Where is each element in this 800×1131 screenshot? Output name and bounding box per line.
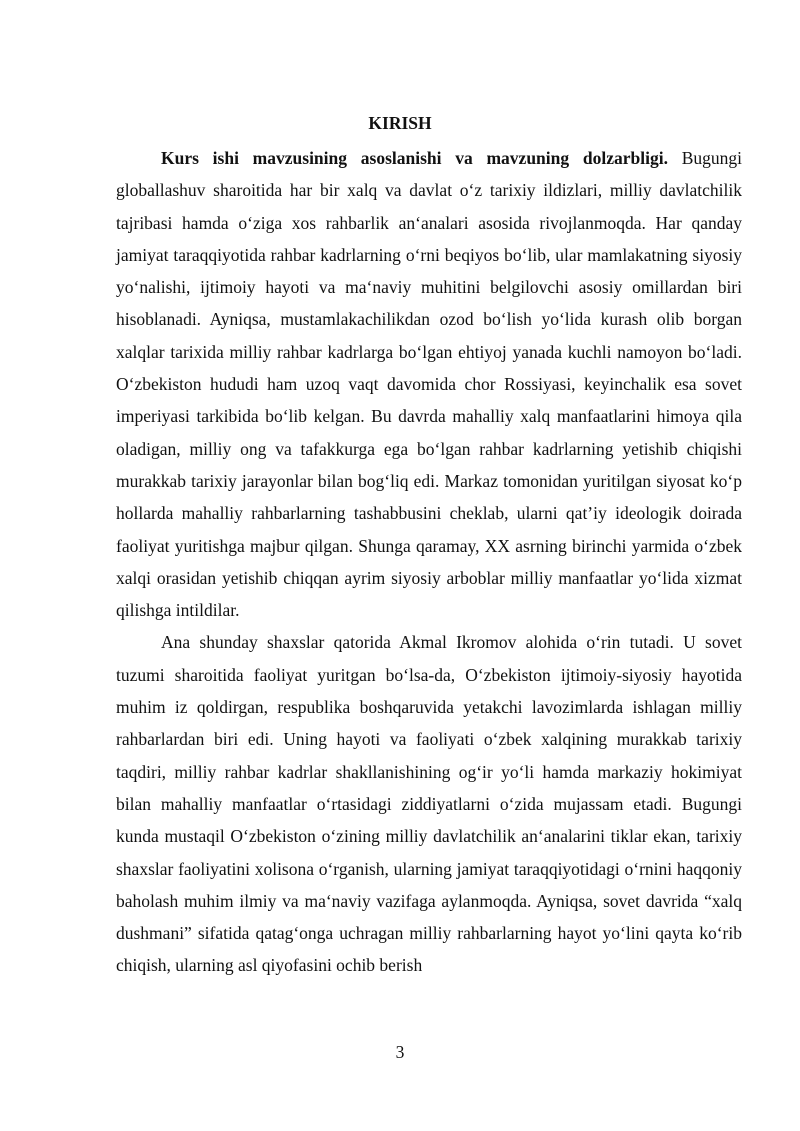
paragraph-1 — [116, 142, 742, 626]
paragraph-2 — [116, 626, 742, 981]
section-title: KIRISH — [368, 113, 432, 133]
paragraph-text: Ana shunday shaxslar qatorida Akmal Ikromov alohida o‘rin tutadi. U sovet tuzumi sharoitida faoliyat yuritgan bo‘lsa-da, O‘zbekiston ijtimoiy-siyosiy hayotida muhim iz qoldirgan, respublika boshqaruvida yetakchi lavozimlarda ishlagan milliy rahbarlardan biri edi. Uning hayoti va faoliyati o‘zbek xalqining murakkab tarixiy taqdiri, milliy rahbar kadrlar shakllanishining og‘ir yo‘li hamda markaziy hokimiyat bilan mahalliy manfaatlar o‘rtasidagi ziddiyatlarni o‘zida mujassam etadi. Bugungi kunda mustaqil O‘zbekiston o‘zining milliy davlatchilik an‘analarini tiklar ekan, tarixiy shaxslar faoliyatini xolisona o‘rganish, ularning jamiyat taraqqiyotidagi o‘rnini haqqoniy baholash muhim ilmiy va ma‘naviy vazifaga aylanmoqda. Ayniqsa, sovet davrida “xalq dushmani” sifatida qatag‘onga uchragan milliy rahbarlarning hayot yo‘lini qayta ko‘rib chiqish, ularning asl qiyofasini ochib berish — [116, 632, 742, 976]
paragraph-text: Bugungi globallashuv sharoitida har bir xalq va davlat o‘z tarixiy ildizlari, milliy davlatchilik tajribasi hamda o‘ziga xos rahbarlik an‘analari asosida rivojlanmoqda. Har qanday jamiyat taraqqiyotida rahbar kadrlarning o‘rni beqiyos bo‘lib, ular mamlakatning siyosiy yo‘nalishi, ijtimoiy hayoti va ma‘naviy muhitini belgilovchi asosiy omillardan biri hisoblanadi. Ayniqsa, mustamlakachilikdan ozod bo‘lish yo‘lida kurash olib borgan xalqlar tarixida milliy rahbar kadrlarga bo‘lgan ehtiyoj yanada kuchli namoyon bo‘ladi. O‘zbekiston hududi ham uzoq vaqt davomida chor Rossiyasi, keyinchalik esa sovet imperiyasi tarkibida bo‘lib kelgan. Bu davrda mahalliy xalq manfaatlarini himoya qila oladigan, milliy ong va tafakkurga ega bo‘lgan rahbar kadrlarning yetishib chiqishi murakkab tarixiy jarayonlar bilan bog‘liq edi. Markaz tomonidan yuritilgan siyosat ko‘p hollarda mahalliy rahbarlarning tashabbusini cheklab, ularni qat’iy ideologik doirada faoliyat yuritishga majbur qilgan. Shunga qaramay, XX asrning birinchi yarmida o‘zbek xalqi orasidan yetishib chiqqan ayrim siyosiy arboblar milliy manfaatlar yo‘lida xizmat qilishga intildilar. — [116, 148, 742, 621]
page-number: 3 — [395, 1042, 405, 1062]
body-text — [116, 142, 742, 982]
paragraph-lead: Kurs ishi mavzusining asoslanishi va mavzuning dolzarbligi. — [161, 148, 668, 168]
